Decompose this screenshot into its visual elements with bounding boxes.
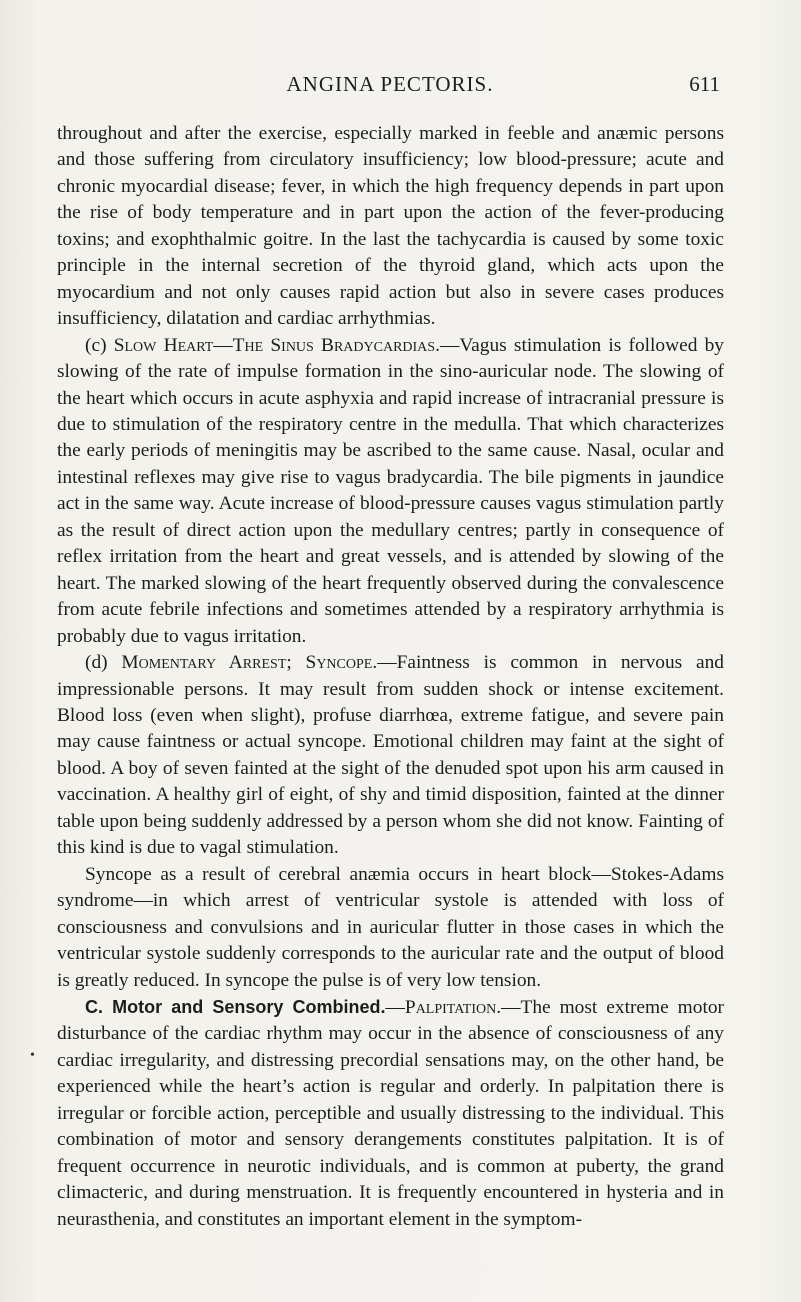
section-heading-motor-sensory: C. Motor and Sensory Combined.: [85, 996, 386, 1017]
paragraph-tachycardia-continued: throughout and after the exercise, especially marked in feeble and anæmic persons and those suffering from circulatory insufficiency; low blood-pressure; acute and chronic myocardial disease; fever, in which the high frequency depends in part upon the rise of body temperature and in part upon the action of the fever-producing toxins; and exophthalmic goitre. In the last the tachycardia is caused by some toxic principle in the internal secretion of the thyroid gland, which acts upon the myocardium and not only causes rapid action but also in severe cases produces insufficiency, dilatation and cardiac arrhythmias.: [57, 123, 724, 330]
section-heading-palpitation: —Palpitation.: [385, 996, 502, 1018]
section-label-c: (c): [85, 334, 114, 356]
paragraph-slow-heart-text: —Vagus stimulation is followed by slowing of the rate of impulse formation in the sino-auricular node. The slowing of the heart which occurs in acute asphyxia and rapid increase of intracranial pressure is due to stimulation of the respiratory centre in the medulla. That which characterizes the early periods of meningitis may be ascribed to the same cause. Nasal, ocular and intestinal reflexes may give rise to vagus bradycardia. The bile pigments in jaundice act in the same way. Acute increase of blood-pressure causes vagus stimulation partly as the result of direct action upon the medullary centres; partly in consequence of reflex irritation from the heart and great vessels, and is attended by slowing of the heart. The marked slowing of the heart frequently observed during the convalescence from acute febrile infections and sometimes attended by a respiratory arrhythmia is probably due to vagus irritation.: [57, 334, 724, 647]
section-heading-slow-heart: Slow Heart—The Sinus Bradycardias.: [113, 334, 440, 356]
page-number: 611: [689, 72, 720, 96]
paragraph-slow-heart: [57, 333, 724, 650]
section-label-d: (d): [85, 652, 122, 674]
running-title: ANGINA PECTORIS.: [286, 72, 494, 96]
paragraph-cerebral-anaemia: Syncope as a result of cerebral anæmia occurs in heart block—Stokes-Adams syndrome—in which arrest of ventricular systole is attended with loss of consciousness and convulsions and in auricular flutter in those cases in which the ventricular systole suddenly corresponds to the auricular rate and the output of blood is greatly reduced. In syncope the pulse is of very low tension.: [57, 863, 724, 991]
paragraph-palpitation-text: —The most extreme motor disturbance of the cardiac rhythm may occur in the absence of consciousness of any cardiac irregularity, and distressing precordial sensations may, on the other hand, be experienced while the heart’s action is regular and orderly. In palpitation there is irregular or forcible action, perceptible and usually distressing to the individual. This combination of motor and sensory derangements constitutes palpitation. It is of frequent occurrence in neurotic individuals, and is common at puberty, the grand climacteric, and during menstruation. It is frequently encountered in hysteria and in neurasthenia, and constitutes an important element in the symptom-: [57, 996, 724, 1230]
body-text: [57, 121, 724, 1233]
page-header: [60, 72, 720, 102]
section-heading-syncope: Momentary Arrest; Syncope.: [121, 652, 378, 674]
paragraph-syncope: [57, 650, 724, 862]
margin-bullet-mark: •: [30, 1048, 35, 1063]
paragraph-syncope-text: —Faintness is common in nervous and impressionable persons. It may result from sudden shock or intense excitement. Blood loss (even when slight), profuse diarrhœa, extreme fatigue, and severe pain may cause faintness or actual syncope. Emotional children may faint at the sight of blood. A boy of seven fainted at the sight of the denuded spot upon his arm caused in vaccination. A healthy girl of eight, of shy and timid disposition, fainted at the dinner table upon being suddenly addressed by a person whom she did not know. Fainting of this kind is due to vagal stimulation.: [57, 652, 725, 859]
paragraph-palpitation: [57, 994, 724, 1233]
